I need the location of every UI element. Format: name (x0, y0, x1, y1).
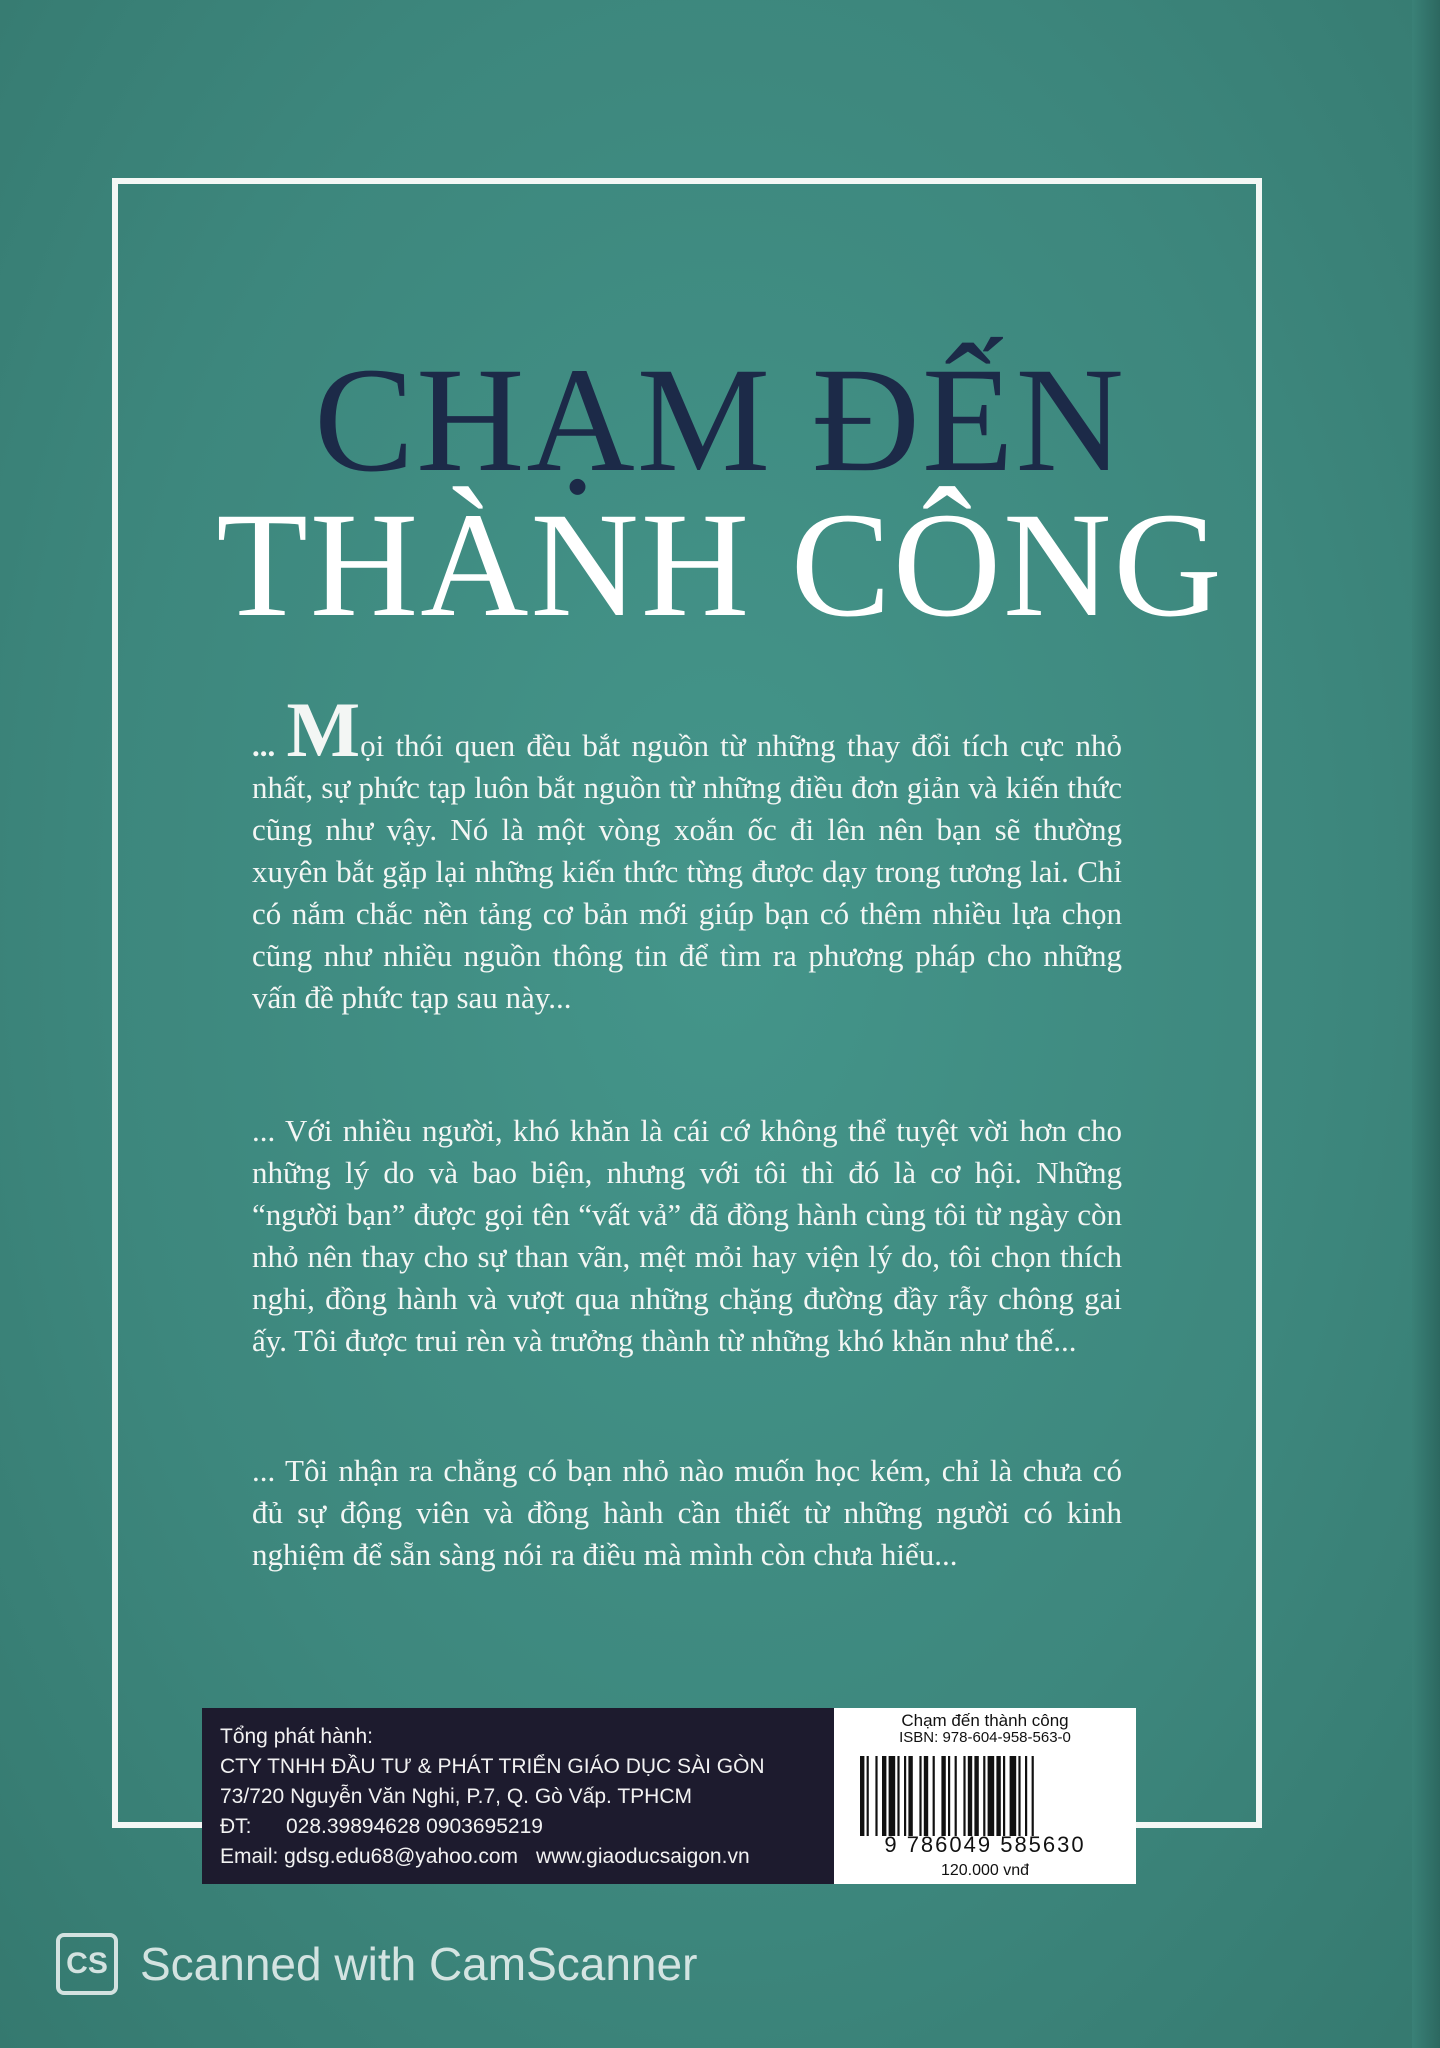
price-label: 120.000 vnđ (940, 1862, 1030, 1879)
title-line-2: THÀNH CÔNG (216, 482, 1224, 648)
barcode-book-title: Chạm đến thành công (901, 1711, 1069, 1730)
isbn-text: ISBN: 978-604-958-563-0 (899, 1729, 1071, 1746)
camscanner-text: Scanned with CamScanner (140, 1938, 698, 1990)
publisher-contact-row (220, 1842, 816, 1872)
title-line-1: CHẠM ĐẾN (314, 337, 1126, 503)
barcode-digits: 9 786049 585630 (884, 1832, 1086, 1857)
publisher-website: www.giaoducsaigon.vn (536, 1845, 750, 1868)
blurb-lead-dots: ... (252, 728, 287, 763)
blurb-paragraph-1 (252, 686, 1122, 1019)
publisher-company: CTY TNHH ĐẦU TƯ & PHÁT TRIỂN GIÁO DỤC SÀI GÒN (220, 1755, 765, 1778)
barcode-box (834, 1708, 1136, 1884)
publisher-phone-label: ĐT: (220, 1815, 252, 1838)
publisher-phone-row (220, 1812, 816, 1842)
publisher-address: 73/720 Nguyễn Văn Nghi, P.7, Q. Gò Vấp. TPHCM (220, 1785, 692, 1808)
publisher-heading: Tổng phát hành: (220, 1725, 373, 1748)
blurb-paragraph-1-text: ọi thói quen đều bắt nguồn từ những thay đổi tích cực nhỏ nhất, sự phức tạp luôn bắt nguồn từ những điều đơn giản và kiến thức cũng như vậy. Nó là một vòng xoắn ốc đi lên nên bạn sẽ thường xuyên bắt gặp lại những kiến thức từng được dạy trong tương lai. Chỉ có nắm chắc nền tảng cơ bản mới giúp bạn có thêm nhiều lựa chọn cũng như nhiều nguồn thông tin để tìm ra phương pháp cho những vấn đề phức tạp sau này... (252, 728, 1122, 1015)
drop-cap: M (286, 686, 361, 773)
blurb-paragraph-2: ... Với nhiều người, khó khăn là cái cớ không thể tuyệt vời hơn cho những lý do và bao biện, nhưng với tôi thì đó là cơ hội. Những “người bạn” được gọi tên “vất vả” đã đồng hành cùng tôi từ ngày còn nhỏ nên thay cho sự than vãn, mệt mỏi hay viện lý do, tôi chọn thích nghi, đồng hành và vượt qua những chặng đường đầy rẫy chông gai ấy. Tôi được trui rèn và trưởng thành từ những khó khăn như thế... (252, 1113, 1122, 1358)
publisher-phone: 028.39894628 0903695219 (286, 1815, 543, 1838)
publisher-email: Email: gdsg.edu68@yahoo.com (220, 1845, 518, 1868)
camscanner-logo: CS (56, 1933, 118, 1995)
publisher-info-box (202, 1708, 834, 1884)
blurb-paragraph-3: ... Tôi nhận ra chẳng có bạn nhỏ nào muốn học kém, chỉ là chưa có đủ sự động viên và đồng hành cần thiết từ những người có kinh nghiệm để sẵn sàng nói ra điều mà mình còn chưa hiểu... (252, 1453, 1122, 1572)
barcode-bars (860, 1756, 1112, 1836)
camscanner-watermark (56, 1932, 697, 1996)
spine-edge (1412, 0, 1440, 2048)
